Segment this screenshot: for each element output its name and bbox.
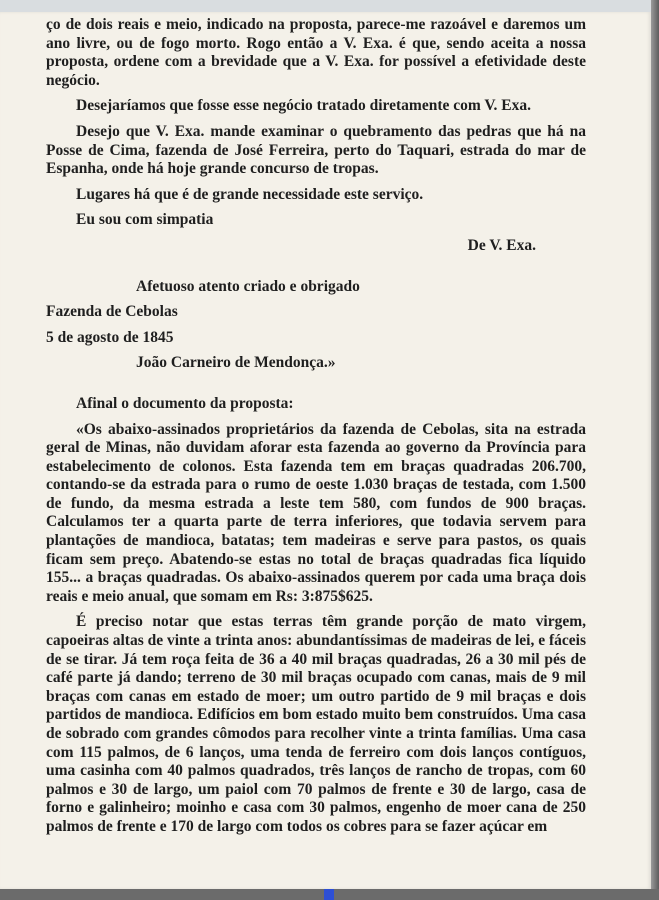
proposal-paragraph: «Os abaixo-assinados proprietários da fazenda de Cebolas, sita na estrada geral de Minas, não duvidam aforar esta fazenda ao governo da Província para estabelecimento de colonos. Esta fazenda tem em braças quadradas 206.700, contando-se da estrada para o rumo de oeste 1.030 braças de testada, com 1.500 de fundo, da mesma estrada a leste tem 580, com fundos de 900 braças. Calculamos ter a quarta parte de terra inferiores, que todavia servem para plantações de mandioca, batatas; tem madeiras e serve para pastos, os quais ficam sem preço. Abatendo-se estas no total de braças quadradas fica líquido 155... a braças quadradas. Os abaixo-assinados querem por cada uma braça dois reais e meio anual, que somam em Rs: 3:875$625.	[46, 420, 586, 605]
paragraph: Eu sou com simpatia	[76, 211, 214, 229]
paragraph: Desejaríamos que fosse esse negócio tratado diretamente com V. Exa.	[76, 97, 532, 115]
top-strip	[0, 0, 659, 12]
proposal-paragraph: É preciso notar que estas terras têm grande porção de mato virgem, capoeiras altas de vinte a trinta anos: abundantíssimas de madeiras de lei, e fáceis de se tirar. Já tem roça feita de 36 a 40 mil braças quadradas, 26 a 30 mil pés de café parte já dando; terreno de 30 mil braças ocupado com canas, mais de 9 mil braças com canas em estado de moer; um outro partido de 9 mil braças e dois partidos de mandioca. Edifícios em bom estado muito bem construídos. Uma casa de sobrado com grandes cômodos para recolher vinte a trinta famílias. Uma casa com 115 palmos, de 6 lanços, uma tenda de ferreiro com dois lanços contíguos, uma casinha com 40 palmos quadrados, três lanços de rancho de tropas, com 60 palmos e 30 de largo, um paiol com 70 palmos de frente e 30 de largo, casa de forno e galinheiro; moinho e casa com 30 palmos, engenho de moer cana de 250 palmos de frente e 170 de largo com todos os cobres para se fazer açúcar em	[46, 613, 586, 835]
paragraph-continuation: ço de dois reais e meio, indicado na proposta, parece-me razoável e daremos um ano livre, ou de fogo morto. Rogo então a V. Exa. é que, sendo aceita a nossa proposta, ordene com a brevidade que a V. Exa. for possível a efetividade deste negócio.	[46, 16, 586, 89]
salutation: De V. Exa.	[467, 236, 536, 254]
paragraph: Lugares há que é de grande necessidade este serviço.	[76, 185, 424, 203]
letter-signature: João Carneiro de Mendonça.»	[136, 354, 336, 372]
document-body	[46, 16, 586, 844]
section-intro: Afinal o documento da proposta:	[76, 394, 294, 412]
right-edge-shadow	[651, 0, 659, 900]
bottom-accent	[324, 889, 334, 900]
paragraph: Desejo que V. Exa. mande examinar o quebramento das pedras que há na Posse de Cima, fazenda de José Ferreira, perto do Taquari, estrada do mar de Espanha, onde há hoje grande concurso de tropas.	[46, 122, 586, 178]
closing-line: Afetuoso atento criado e obrigado	[136, 277, 360, 295]
letter-place: Fazenda de Cebolas	[46, 303, 178, 321]
bottom-bar	[0, 889, 659, 900]
letter-date: 5 de agosto de 1845	[46, 328, 174, 346]
